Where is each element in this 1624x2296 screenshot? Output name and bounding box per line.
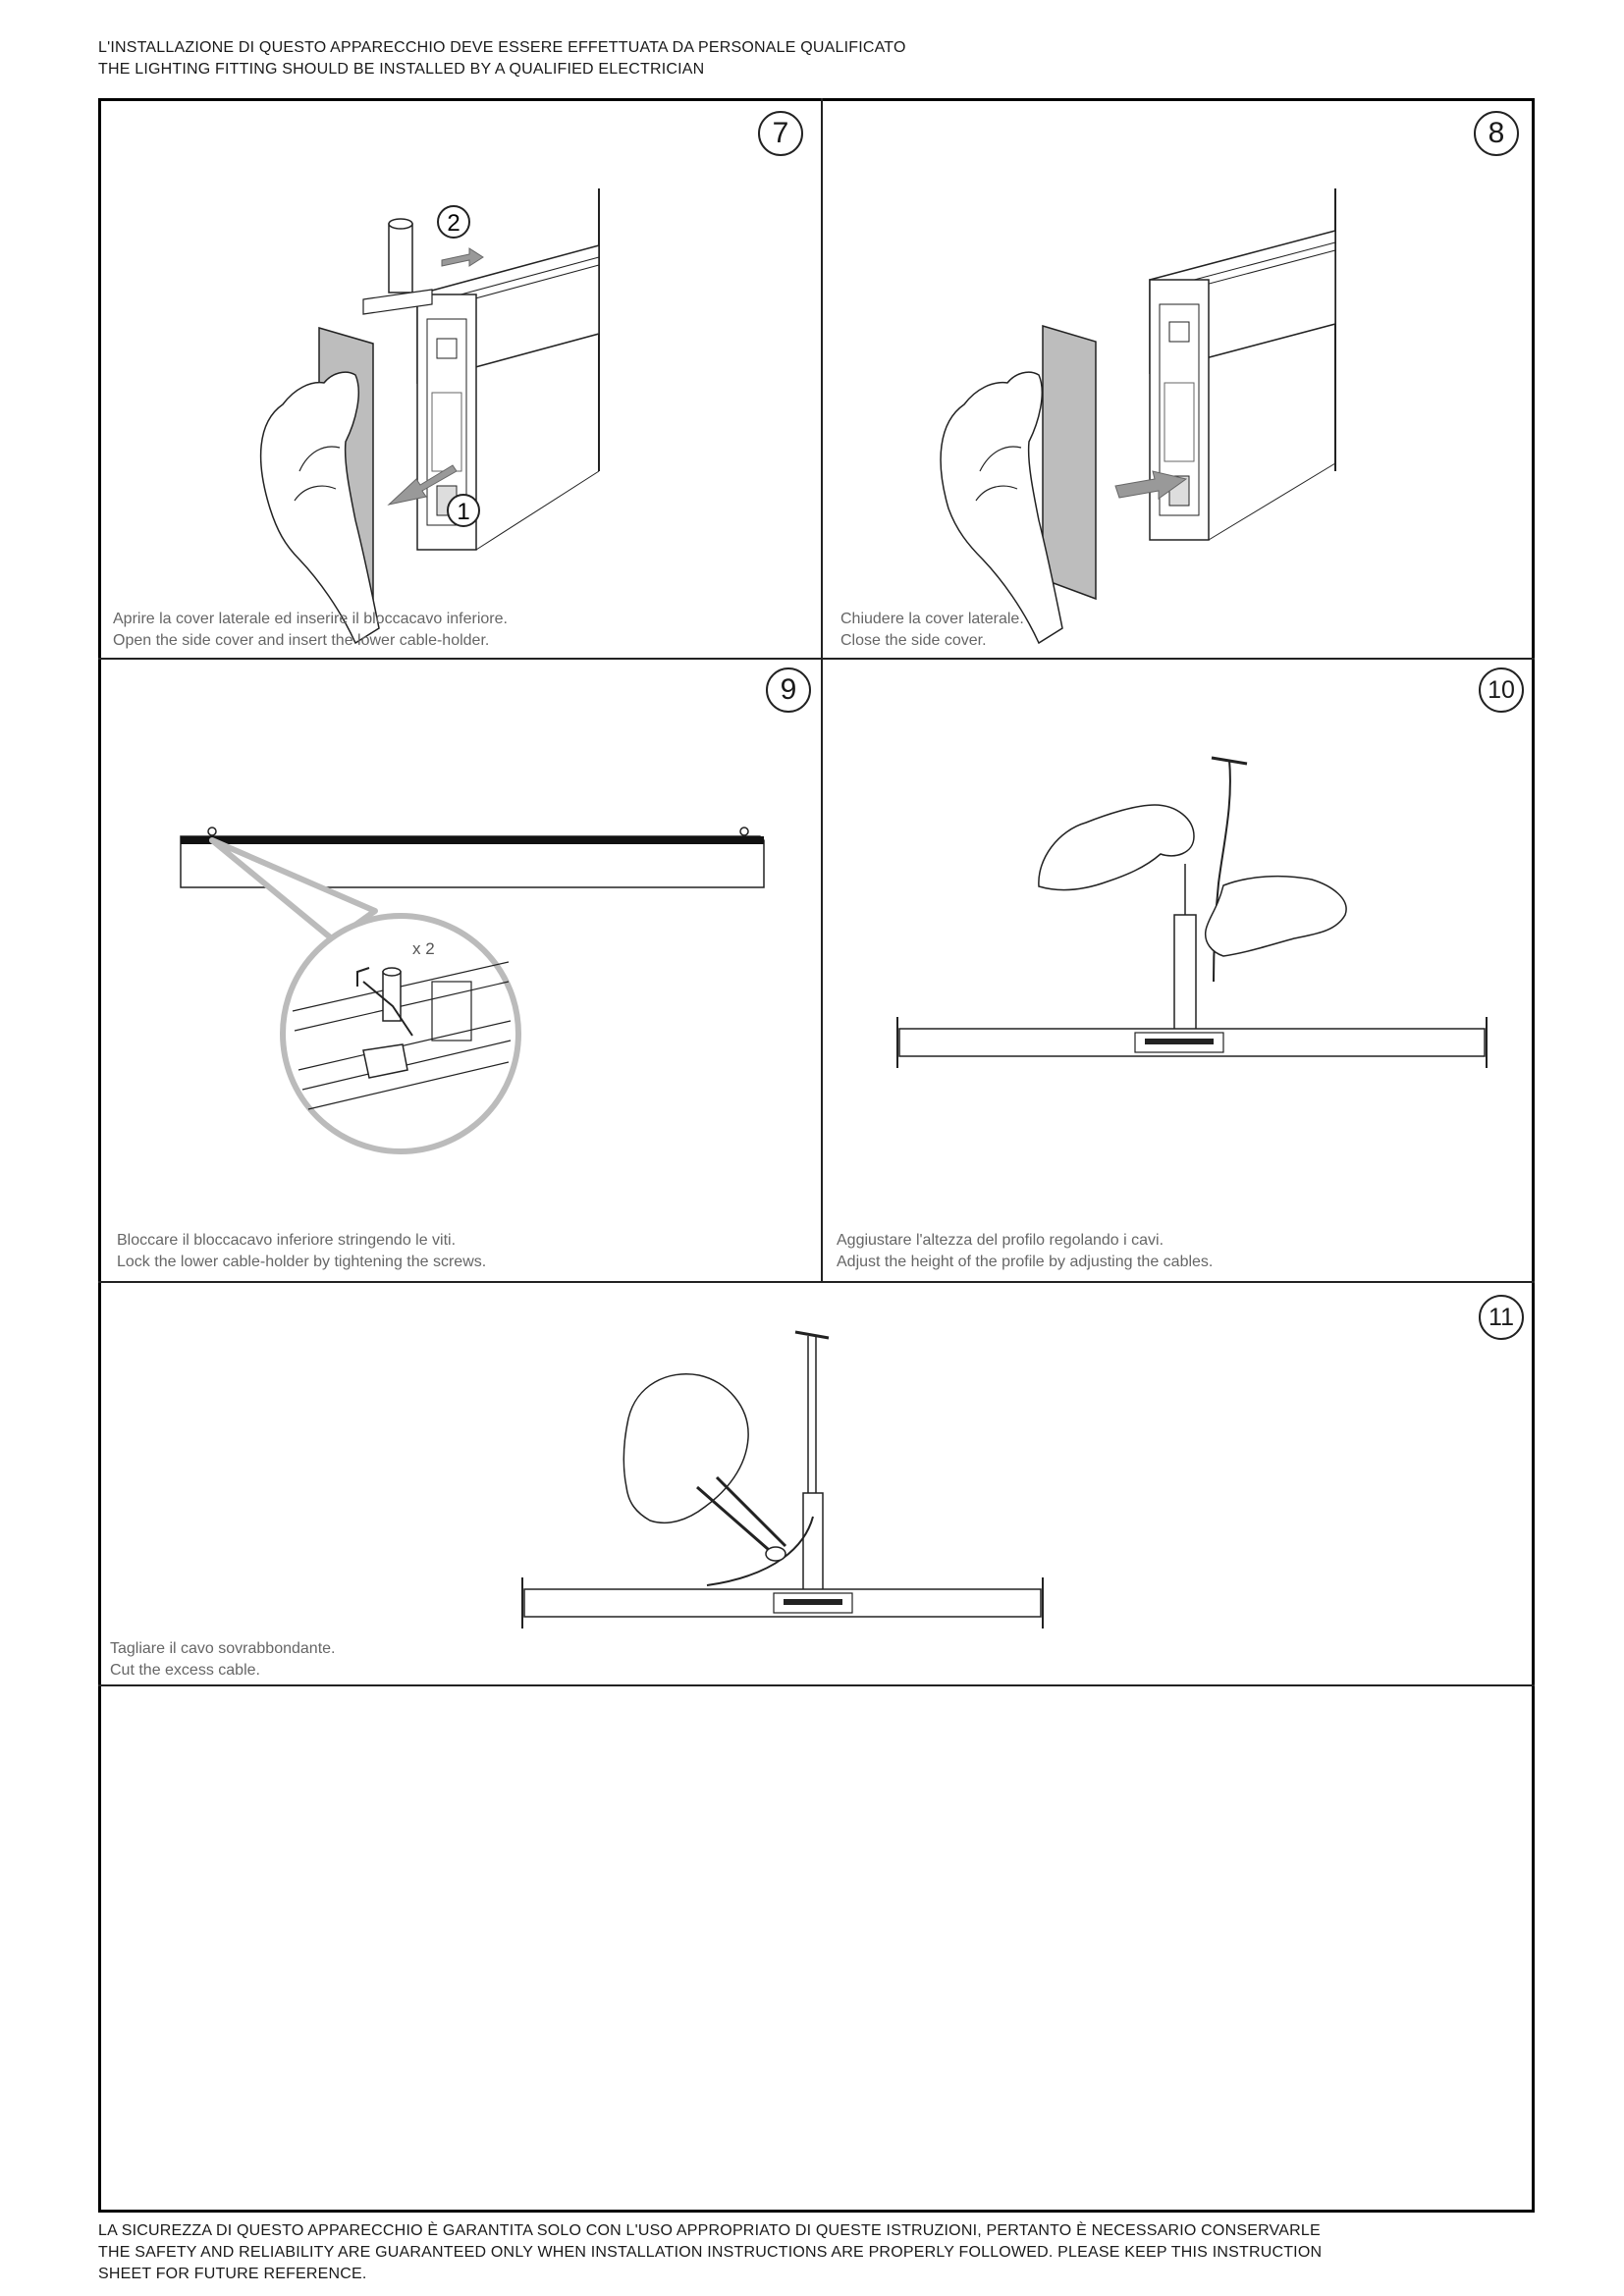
caption-italian: Chiudere la cover laterale. bbox=[840, 611, 1024, 627]
step-10-illustration bbox=[821, 658, 1535, 1281]
caption-english: Open the side cover and insert the lower cable-holder. bbox=[113, 632, 490, 649]
caption-english: Adjust the height of the profile by adjusting the cables. bbox=[837, 1254, 1214, 1270]
step-11-illustration bbox=[98, 1281, 1535, 1684]
step-10-panel bbox=[821, 658, 1535, 1281]
step-number-badge: 8 bbox=[1474, 111, 1519, 156]
step-number-badge: 10 bbox=[1479, 667, 1524, 713]
caption-italian: Bloccare il bloccacavo inferiore stringendo le viti. bbox=[117, 1232, 457, 1249]
step-9-panel bbox=[98, 658, 821, 1281]
step-7-panel bbox=[98, 98, 821, 658]
step-11-caption bbox=[110, 1638, 335, 1682]
callout-1-label: 1 bbox=[457, 499, 470, 525]
step-10-caption bbox=[837, 1230, 1213, 1273]
multiplier-label: x 2 bbox=[412, 939, 435, 958]
step-8-illustration bbox=[821, 98, 1535, 658]
step-7-caption bbox=[113, 609, 508, 652]
step-7-illustration bbox=[98, 98, 821, 658]
step-number-badge: 7 bbox=[758, 111, 803, 156]
footer-line-en-cont: SHEET FOR FUTURE REFERENCE. bbox=[98, 2266, 367, 2282]
step-11-panel bbox=[98, 1281, 1535, 1684]
installation-warning-header bbox=[98, 37, 906, 80]
callout-2-label: 2 bbox=[447, 210, 460, 237]
step-9-illustration bbox=[98, 658, 821, 1281]
safety-footer bbox=[98, 2220, 1532, 2285]
caption-italian: Tagliare il cavo sovrabbondante. bbox=[110, 1640, 336, 1657]
header-line-en: THE LIGHTING FITTING SHOULD BE INSTALLED BY A QUALIFIED ELECTRICIAN bbox=[98, 61, 705, 78]
step-number-badge: 11 bbox=[1479, 1295, 1524, 1340]
header-line-it: L'INSTALLAZIONE DI QUESTO APPARECCHIO DEVE ESSERE EFFETTUATA DA PERSONALE QUALIFICATO bbox=[98, 39, 906, 56]
step-number-badge: 9 bbox=[766, 667, 811, 713]
caption-english: Lock the lower cable-holder by tightening the screws. bbox=[117, 1254, 487, 1270]
footer-line-it: LA SICUREZZA DI QUESTO APPARECCHIO È GARANTITA SOLO CON L'USO APPROPRIATO DI QUESTE ISTRUZIONI, PERTANTO È NECESSARIO CONSERVARLE bbox=[98, 2222, 1321, 2239]
step-9-caption bbox=[117, 1230, 486, 1273]
empty-notes-area bbox=[98, 1684, 1535, 2213]
caption-italian: Aggiustare l'altezza del profilo regolando i cavi. bbox=[837, 1232, 1164, 1249]
footer-line-en: THE SAFETY AND RELIABILITY ARE GUARANTEED ONLY WHEN INSTALLATION INSTRUCTIONS ARE PROPERLY FOLLOWED. PLEASE KEEP THIS INSTRUCTION bbox=[98, 2244, 1323, 2261]
caption-english: Cut the excess cable. bbox=[110, 1662, 260, 1679]
caption-italian: Aprire la cover laterale ed inserire il bloccacavo inferiore. bbox=[113, 611, 508, 627]
caption-english: Close the side cover. bbox=[840, 632, 987, 649]
step-8-panel bbox=[821, 98, 1535, 658]
step-8-caption bbox=[840, 609, 1024, 652]
